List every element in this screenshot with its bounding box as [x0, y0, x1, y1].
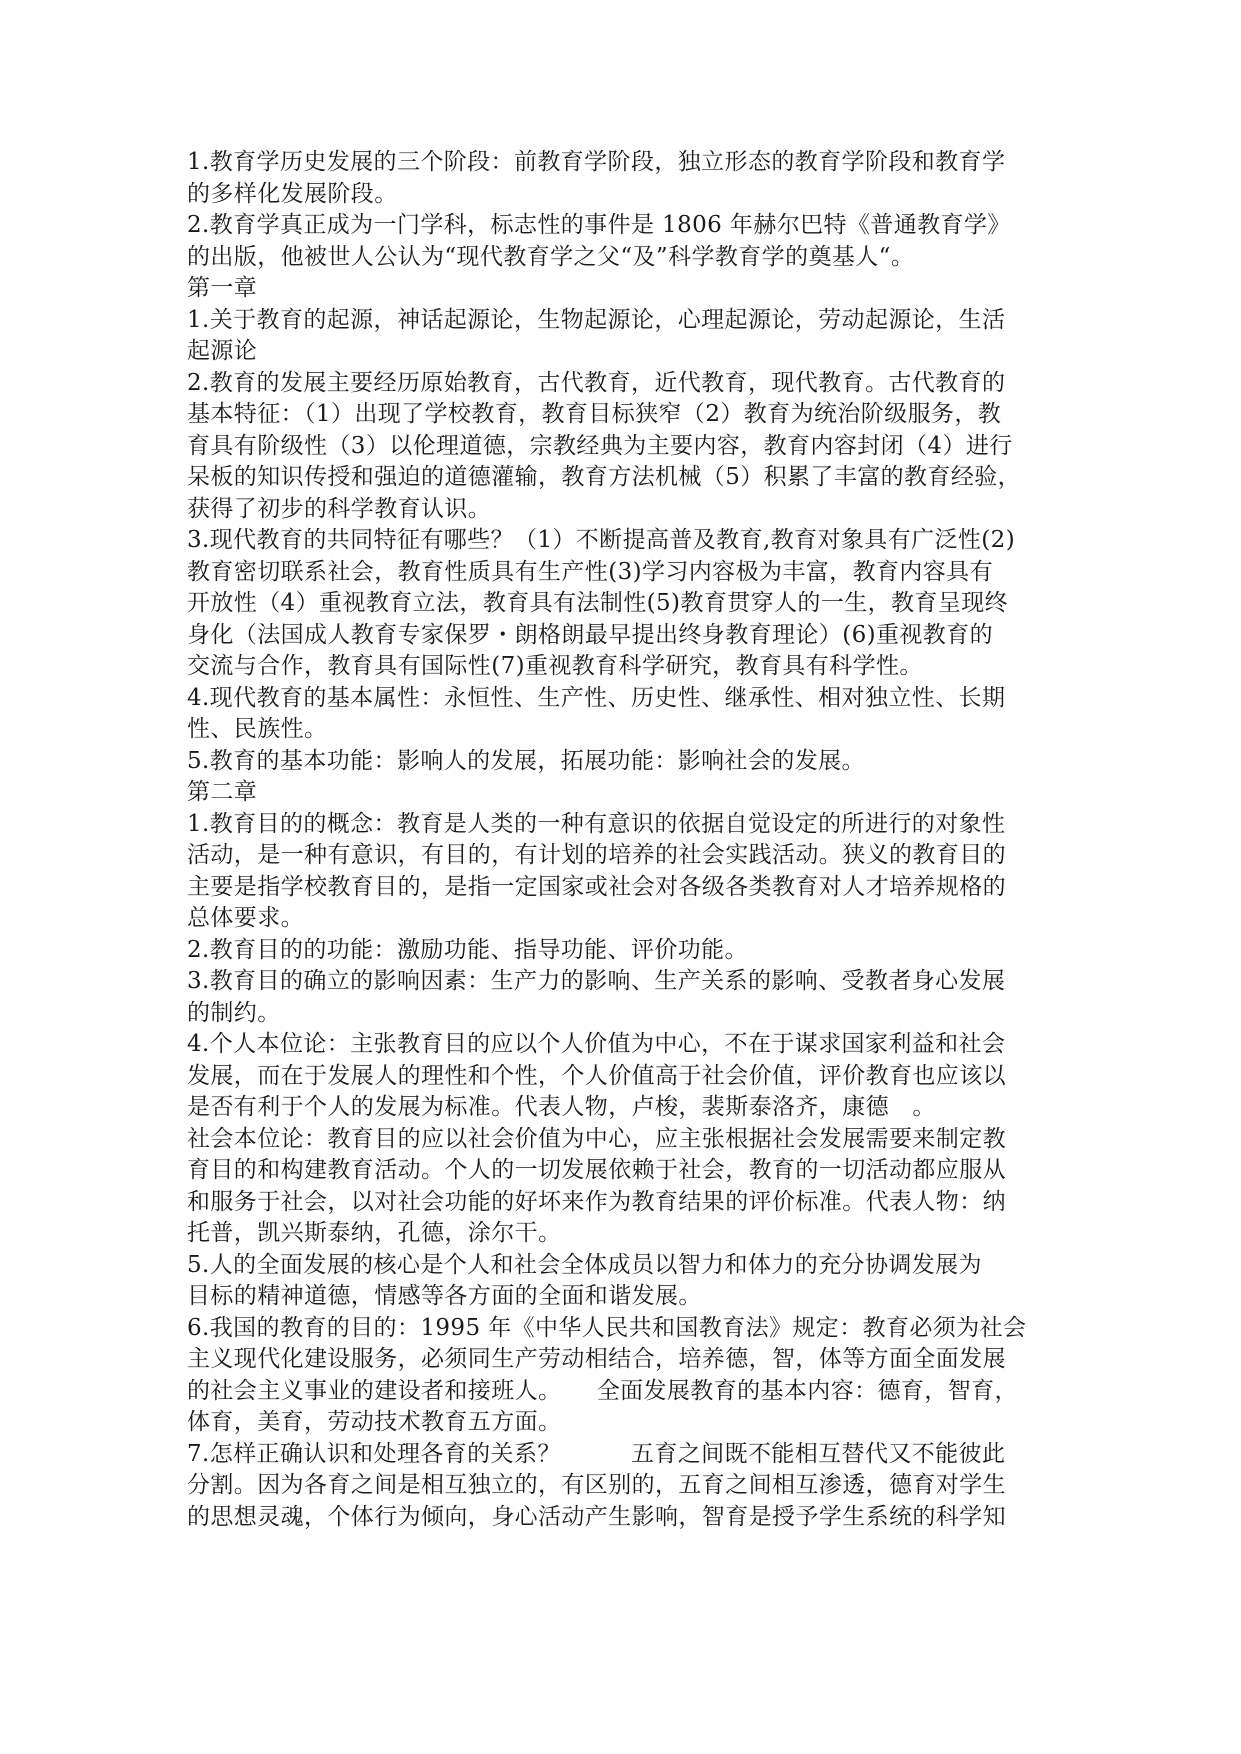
text-line: 7.怎样正确认识和处理各育的关系？ 五育之间既不能相互替代又不能彼此: [187, 1440, 1006, 1467]
text-line: 5.教育的基本功能：影响人的发展，拓展功能：影响社会的发展。: [187, 747, 865, 774]
text-line: 2.教育学真正成为一门学科，标志性的事件是 1806 年赫尔巴特《普通教育学》: [187, 212, 1011, 238]
text-line: 2.教育目的的功能：激励功能、指导功能、评价功能。: [187, 936, 748, 963]
text-line: 的思想灵魂，个体行为倾向，身心活动产生影响，智育是授予学生系统的科学知: [187, 1503, 1006, 1530]
text-line: 5.人的全面发展的核心是个人和社会全体成员以智力和体力的充分协调发展为: [187, 1251, 982, 1278]
text-line: 起源论: [187, 338, 258, 364]
document-body: [187, 147, 1067, 1533]
text-line: 活动，是一种有意识，有目的，有计划的培养的社会实践活动。狭义的教育目的: [187, 842, 1006, 868]
text-line: 目标的精神道德，情感等各方面的全面和谐发展。: [187, 1283, 702, 1309]
text-line: 4.现代教育的基本属性：永恒性、生产性、历史性、继承性、相对独立性、长期: [187, 684, 1006, 711]
text-line: 分割。因为各育之间是相互独立的，有区别的，五育之间相互渗透，德育对学生: [187, 1472, 1006, 1498]
text-line: 1.教育目的的概念：教育是人类的一种有意识的依据自觉设定的所进行的对象性: [187, 810, 1006, 837]
text-line: 1.教育学历史发展的三个阶段：前教育学阶段，独立形态的教育学阶段和教育学: [187, 149, 1006, 175]
text-line: 3.现代教育的共同特征有哪些？（1）不断提高普及教育,教育对象具有广泛性(2): [187, 527, 1016, 553]
text-line: 3.教育目的确立的影响因素：生产力的影响、生产关系的影响、受教者身心发展: [187, 968, 1006, 994]
text-line: 的制约。: [187, 999, 281, 1026]
text-line: 是否有利于个人的发展为标准。代表人物，卢梭，裴斯泰洛齐，康德 。: [187, 1094, 936, 1120]
text-line: 开放性（4）重视教育立法，教育具有法制性(5)教育贯穿人的一生，教育呈现终: [187, 590, 1009, 616]
text-line: 呆板的知识传授和强迫的道德灌输，教育方法机械（5）积累了丰富的教育经验，: [187, 464, 1022, 490]
text-line: 育目的和构建教育活动。个人的一切发展依赖于社会，教育的一切活动都应服从: [187, 1157, 1006, 1183]
text-line: 的多样化发展阶段。: [187, 180, 398, 207]
text-line: 身化（法国成人教育专家保罗・朗格朗最早提出终身教育理论）(6)重视教育的: [187, 621, 993, 648]
text-line: 总体要求。: [187, 905, 304, 931]
text-line: 2.教育的发展主要经历原始教育，古代教育，近代教育，现代教育。古代教育的: [187, 369, 1006, 396]
text-line: 4.个人本位论：主张教育目的应以个人价值为中心，不在于谋求国家利益和社会: [187, 1031, 1006, 1057]
text-line: 和服务于社会，以对社会功能的好坏来作为教育结果的评价标准。代表人物：纳: [187, 1188, 1006, 1215]
text-line: 发展，而在于发展人的理性和个性，个人价值高于社会价值，评价教育也应该以: [187, 1062, 1006, 1089]
text-line: 主要是指学校教育目的，是指一定国家或社会对各级各类教育对人才培养规格的: [187, 873, 1006, 900]
text-line: 托普，凯兴斯泰纳，孔德，涂尔干。: [187, 1220, 562, 1246]
text-line: 第一章: [187, 275, 258, 301]
text-line: 1.关于教育的起源，神话起源论，生物起源论，心理起源论，劳动起源论，生活: [187, 306, 1006, 333]
text-line: 基本特征：（1）出现了学校教育，教育目标狭窄（2）教育为统治阶级服务，教: [187, 401, 1002, 427]
text-line: 体育，美育，劳动技术教育五方面。: [187, 1409, 562, 1435]
text-line: 教育密切联系社会，教育性质具有生产性(3)学习内容极为丰富，教育内容具有: [187, 558, 993, 585]
text-line: 的社会主义事业的建设者和接班人。 全面发展教育的基本内容：德育，智育，: [187, 1377, 1018, 1404]
text-line: 获得了初步的科学教育认识。: [187, 495, 492, 522]
text-line: 社会本位论：教育目的应以社会价值为中心，应主张根据社会发展需要来制定教: [187, 1125, 1006, 1152]
text-line: 育具有阶级性（3）以伦理道德，宗教经典为主要内容，教育内容封闭（4）进行: [187, 432, 1013, 459]
text-line: 的出版，他被世人公认为“现代教育学之父“及”科学教育学的奠基人“。: [187, 243, 915, 270]
text-line: 6.我国的教育的目的：1995 年《中华人民共和国教育法》规定：教育必须为社会: [187, 1314, 1027, 1341]
text-line: 交流与合作，教育具有国际性(7)重视教育科学研究，教育具有科学性。: [187, 653, 923, 679]
text-line: 主义现代化建设服务，必须同生产劳动相结合，培养德，智，体等方面全面发展: [187, 1346, 1006, 1372]
text-line: 第二章: [187, 779, 258, 805]
text-line: 性、民族性。: [187, 716, 328, 742]
